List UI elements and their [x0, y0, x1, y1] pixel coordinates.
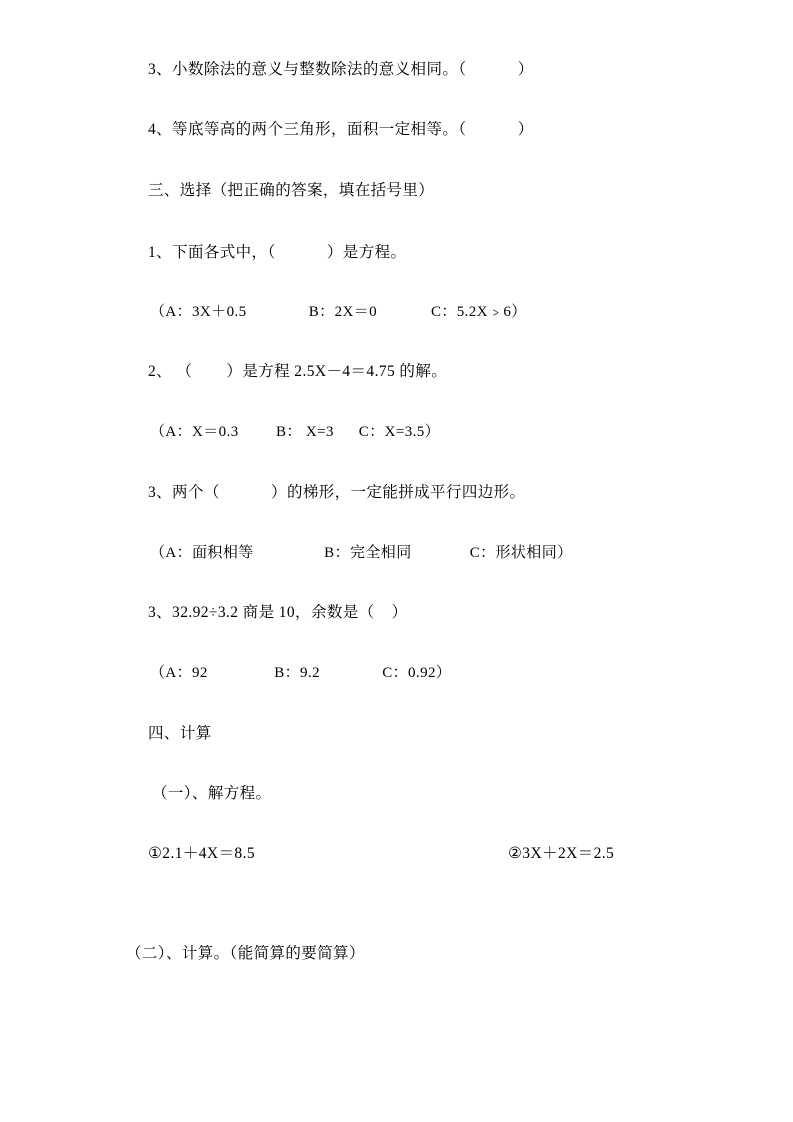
text-line-true-false-3: 3、小数除法的意义与整数除法的意义相同。（ ）: [148, 61, 534, 78]
section-heading-four: 四、计算: [148, 725, 212, 742]
section-heading-three: 三、选择（把正确的答案，填在括号里）: [148, 182, 435, 199]
choice-question-3: 3、两个（ ）的梯形，一定能拼成平行四边形。: [148, 484, 526, 501]
text-line-true-false-4: 4、等底等高的两个三角形，面积一定相等。（ ）: [148, 121, 534, 138]
choice-question-1-options: （A：3X＋0.5 B：2X＝0 C：5.2X﹥6）: [150, 304, 527, 320]
choice-question-4-options: （A：92 B：9.2 C：0.92）: [150, 665, 452, 681]
equation-1: ①2.1＋4X＝8.5: [148, 845, 255, 862]
choice-question-1: 1、下面各式中，（ ）是方程。: [148, 244, 407, 261]
subsection-one-label: （一）、解方程。: [152, 785, 272, 802]
choice-question-2-options: （A：X＝0.3 B： X=3 C：X=3.5）: [150, 424, 441, 440]
choice-question-4: 3、32.92÷3.2 商是 10，余数是（ ）: [148, 604, 408, 621]
subsection-two-label: （二）、计算。（能简算的要简算）: [126, 945, 365, 962]
equation-2: ②3X＋2X＝2.5: [508, 845, 615, 862]
choice-question-2: 2、 （ ）是方程 2.5X－4＝4.75 的解。: [148, 363, 448, 380]
choice-question-3-options: （A：面积相等 B：完全相同 C：形状相同）: [150, 545, 573, 561]
